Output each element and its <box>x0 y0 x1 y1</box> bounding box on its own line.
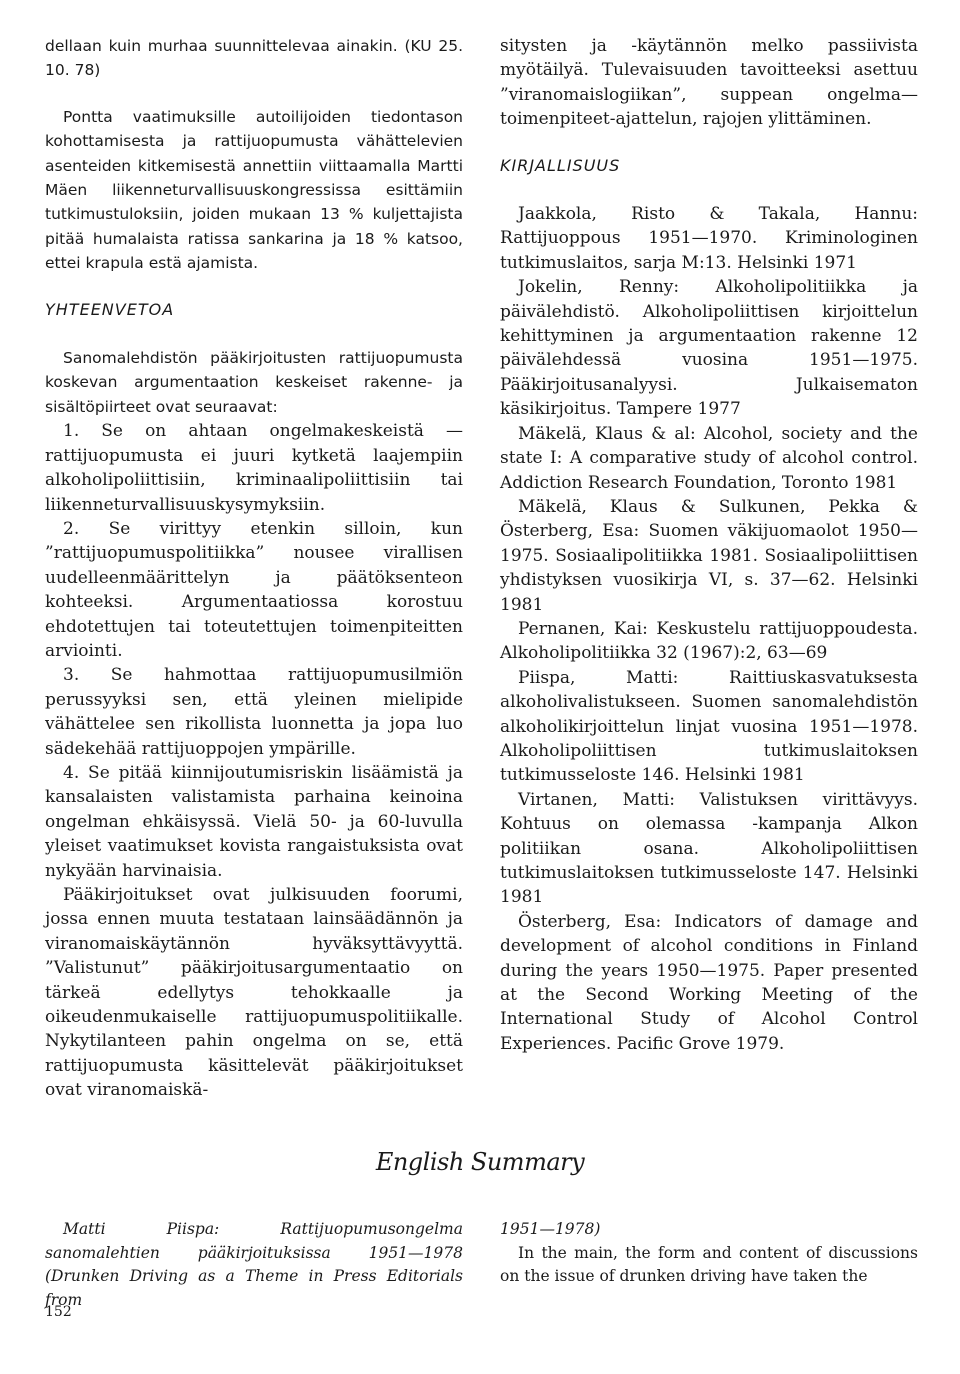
reference-item: Virtanen, Matti: Valistuksen virittävyys. Kohtuus on olemassa -kampanja Alkon politiikan osana. Alkoholipoliittisen tutkimuslaitoksen tutkimusseloste 147. Helsinki 1981 <box>500 789 918 908</box>
summary-left <box>45 1218 463 1312</box>
section-heading-yhteenvetoa: YHTEENVETOA <box>45 299 175 319</box>
right-intro: sitysten ja -käytännön melko passiivista myötäilyä. Tulevaisuuden tavoitteeksi asettuu ”viranomaislogiikan”, suppean ongelma—toimenpiteet-ajattelun, rajojen ylittäminen. <box>500 36 918 130</box>
list-item-4: 4. Se pitää kiinnijoutumisriskin lisäämistä ja kansalaisten valistamista parhaina keinoina ongelman ehkäisyssä. Vielä 50- ja 60-luvulla yleiset vaatimukset kovista rangaistuksista ovat nykyään harvinaisia. <box>45 762 463 881</box>
paragraph-1: Pontta vaatimuksille autoilijoiden tiedontason kohottamisesta ja rattijuopumusta vähättelevien asenteiden kitkemisestä annettiin viittaamalla Martti Mäen liikenneturvallisuuskongressissa esittämiin tutkimustuloksiin, joiden mukaan 13 % kuljettajista pitää humalaista ratissa sankarina ja 18 % katsoo, ettei krapula estä ajamista. <box>45 107 463 273</box>
page-number: 152 <box>45 1304 72 1320</box>
summary-right <box>500 1218 918 1289</box>
reference-item: Mäkelä, Klaus & al: Alcohol, society and the state I: A comparative study of alcohol control. Addiction Research Foundation, Toronto 1981 <box>500 423 918 493</box>
spacer <box>45 83 463 105</box>
paragraph-2: Sanomalehdistön pääkirjoitusten rattijuopumusta koskevan argumentaation keskeiset rakenne- ja sisältöpiirteet ovat seuraavat: <box>45 349 463 416</box>
summary-title: English Summary <box>375 1148 585 1176</box>
reference-item: Piispa, Matti: Raittiuskasvatuksesta alkoholivalistukseen. Suomen sanomalehdistön alkoholikirjoittelun linjat vuosina 1951—1978. Alkoholipoliittisen tutkimuslaitoksen tutkimusseloste 146. Helsinki 1981 <box>500 667 918 786</box>
reference-item: Mäkelä, Klaus & Sulkunen, Pekka & Österberg, Esa: Suomen väkijuomaolot 1950—1975. Sosiaalipolitiikka 1981. Sosiaalipoliittisen yhdistyksen vuosikirja VI, s. 37—62. Helsinki 1981 <box>500 496 918 615</box>
paragraph-3: Pääkirjoitukset ovat julkisuuden foorumi, jossa ennen muuta testataan lainsäädännön ja viranomaiskäytännön hyväksyttävyyttä. ”Valistunut” pääkirjoitusargumentaatio on tärkeä edellytys tehokkaalle ja oikeudenmukaiselle rattijuopumuspolitiikalle. Nykytilanteen pahin ongelma on se, että rattijuopumusta käsittelevät pääkirjoitukset ovat viranomaiskä- <box>45 885 463 1101</box>
summary-citation-end: 1951—1978) <box>500 1220 601 1238</box>
reference-item: Jaakkola, Risto & Takala, Hannu: Rattijuoppous 1951—1970. Kriminologinen tutkimuslaitos, sarja M:13. Helsinki 1971 <box>500 204 918 273</box>
summary-body: In the main, the form and content of discussions on the issue of drunken driving have taken the <box>500 1243 918 1285</box>
left-intro: dellaan kuin murhaa suunnittelevaa ainakin. (KU 25. 10. 78) <box>45 37 463 80</box>
reference-item: Österberg, Esa: Indicators of damage and development of alcohol conditions in Finland during the years 1950—1975. Paper presented at the Second Working Meeting of the International Study of Alcohol Control Experiences. Pacific Grove 1979. <box>500 911 918 1054</box>
summary-citation: Matti Piispa: Rattijuopumusongelma sanomalehtien pääkirjoituksissa 1951—1978 (Drunken Driving as a Theme in Press Editorials from <box>45 1220 463 1309</box>
reference-item: Pernanen, Kai: Keskustelu rattijuoppoudesta. Alkoholipolitiikka 32 (1967):2, 63—69 <box>500 618 918 664</box>
section-heading-kirjallisuus: KIRJALLISUUS <box>500 155 621 175</box>
list-item-3: 3. Se hahmottaa rattijuopumusilmiön perussyyksi sen, että yleinen mielipide vähättelee sen rikollista luonnetta ja jopa luo sädekehää rattijuoppojen ympärille. <box>45 665 463 759</box>
list-item-2: 2. Se virittyy etenkin silloin, kun ”rattijuopumuspolitiikka” nousee virallisen uudelleenmäärittelyn ja päätöksenteon kohteeksi. Argumentaatiossa korostuu ehdotettujen tai toteutettujen toimenpiteitten arviointi. <box>45 518 463 661</box>
reference-item: Jokelin, Renny: Alkoholipolitiikka ja päivälehdistö. Alkoholipoliittisen kirjoittelun kehittyminen ja argumentaation rakenne 12 päivälehdessä vuosina 1951—1975. Pääkirjoitusanalyysi. Julkaisematon käsikirjoitus. Tampere 1977 <box>500 277 918 420</box>
right-column <box>500 34 918 1056</box>
list-item-1: 1. Se on ahtaan ongelmakeskeistä — rattijuopumusta ei juuri kytketä laajempiin alkoholipoliittisiin, kriminaalipoliittisiin tai liikenneturvallisuuskysymyksiin. <box>45 421 463 515</box>
left-column <box>45 34 463 1103</box>
